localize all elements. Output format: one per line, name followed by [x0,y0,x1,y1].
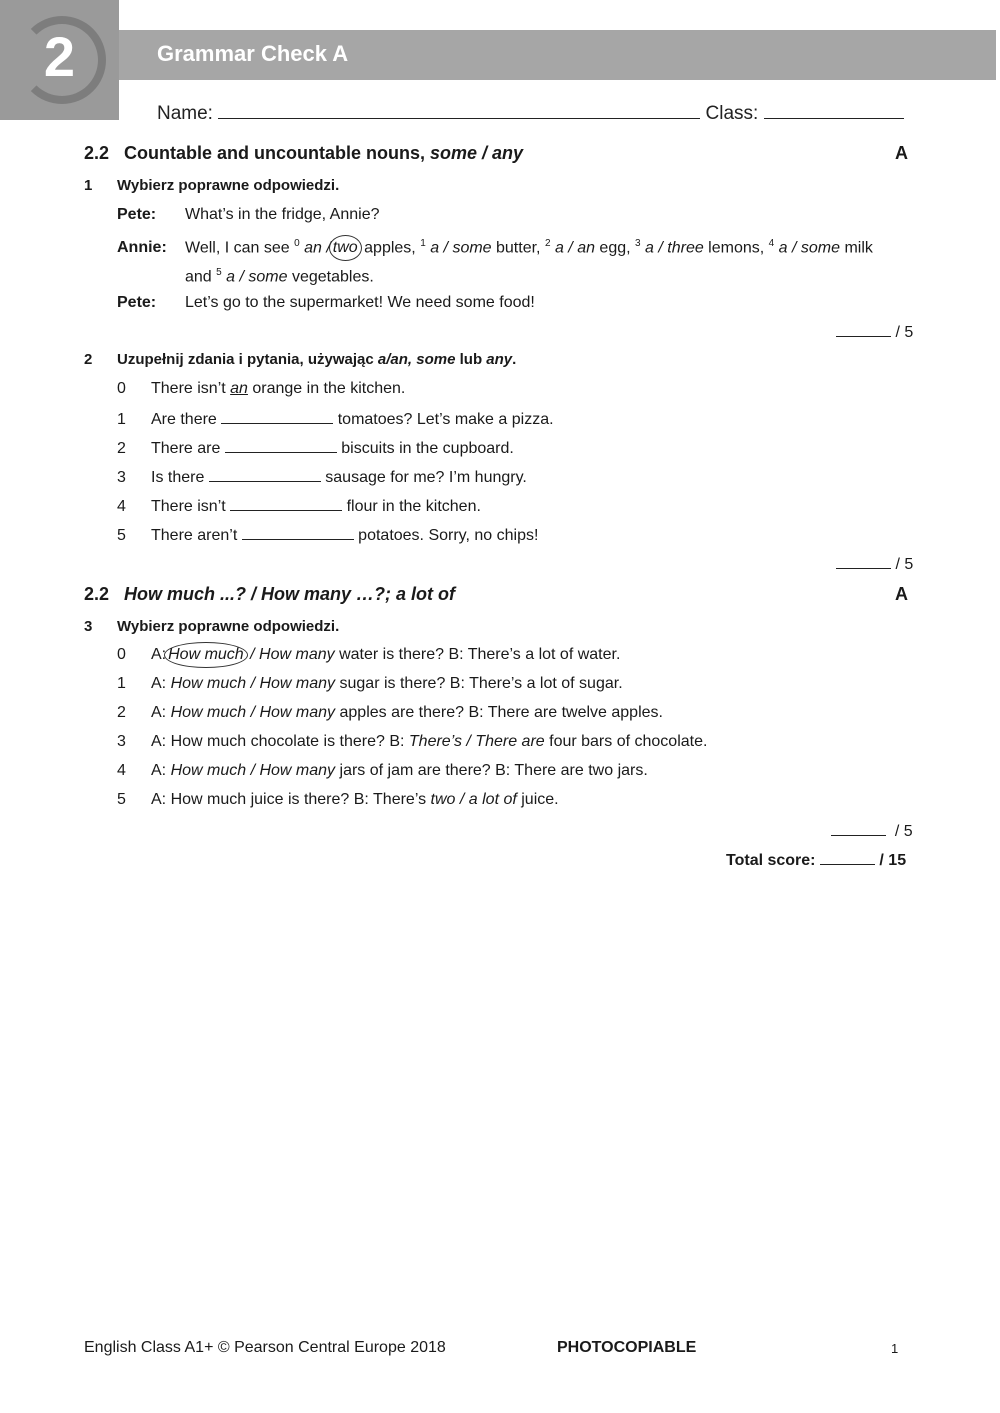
dialogue-text: milk [840,239,873,257]
item-number: 0 [117,380,126,397]
gap-number: 5 [216,267,222,278]
circled-answer[interactable]: two [329,235,362,261]
speaker-name: Pete [117,206,151,223]
section-title-italic: How much ...? / How many …?; a lot of [124,584,456,604]
option-separator: / [245,646,260,663]
option-pair[interactable]: a / some [778,239,841,257]
gap-number: 0 [294,238,300,249]
dialogue-line-pete-2: Pete: Let’s go to the supermarket! We need some food! [117,294,535,311]
task-2-instruction [84,351,516,368]
item-text: jars of jam are there? B: There are two jars. [335,762,648,779]
dialogue-text: lemons, [703,239,769,257]
item-number: 5 [117,791,126,808]
option-pair[interactable]: an / [304,239,331,257]
speaker-name: Pete [117,294,151,311]
item-text: A: How much juice is there? B: There’s [151,791,431,808]
dialogue-text: Let’s go to the supermarket! We need some food! [185,294,535,311]
section-heading-2 [84,584,455,605]
example-answer: an [230,380,248,397]
item-number: 2 [117,704,126,721]
total-score-line [726,850,906,870]
option-pair[interactable]: How much / How many [170,762,336,779]
option-pair[interactable]: two / a lot of [430,791,517,808]
speaker-name: Annie [117,239,162,257]
section-number: 2.2 [84,584,110,604]
list-item [117,791,559,809]
list-item-example [117,646,620,664]
item-text: Is there [151,469,205,486]
item-text: There aren’t [151,527,238,544]
answer-blank[interactable] [242,525,354,540]
section-heading-1 [84,143,523,164]
section-level-letter: A [895,584,908,604]
footer-photocopiable: PHOTOCOPIABLE [557,1339,697,1356]
list-item [117,675,623,693]
item-number: 2 [117,440,126,457]
dialogue-text: egg, [594,239,636,257]
item-text: juice. [516,791,559,808]
dialogue-text: apples, [359,239,421,257]
total-score-field[interactable] [820,850,875,865]
option-choice[interactable]: How many [259,646,335,663]
class-field[interactable] [764,100,904,119]
task-instruction: Wybierz poprawne odpowiedzi. [117,177,340,194]
item-text: A: How much chocolate is there? B: [151,733,409,750]
name-label: Name: [157,103,213,124]
answer-blank[interactable] [209,467,321,482]
dialogue-text: Well, I can see [185,239,295,257]
option-pair[interactable]: a / some [226,268,288,286]
item-text: water is there? B: There’s a lot of water. [334,646,621,663]
gap-number: 2 [544,238,551,249]
answer-blank[interactable] [230,496,342,511]
item-number: 1 [117,675,126,692]
item-text: four bars of chocolate. [544,733,708,750]
option-pair[interactable]: a / an [554,239,595,257]
unit-number: 2 [43,25,76,88]
item-text: A: [151,646,167,663]
item-number: 3 [117,733,126,750]
item-text: potatoes. Sorry, no chips! [358,527,539,544]
item-text: Are there [151,411,217,428]
section-title-italic: some / any [430,143,524,163]
item-number: 1 [117,411,126,428]
circled-answer[interactable]: How much [164,642,248,668]
item-text: There are [151,440,221,457]
list-item [117,496,481,516]
page-title: Grammar Check A [157,41,349,66]
task-instruction: lub [455,351,487,368]
option-pair[interactable]: There’s / There are [408,733,545,750]
score-max: / 5 [894,823,913,840]
item-text: A: [151,762,171,779]
list-item [117,438,514,458]
task-instruction-italic: any [486,351,513,368]
list-item [117,733,707,751]
score-line-task-3 [831,821,913,841]
item-number: 4 [117,498,126,515]
task-instruction-italic: a/an, some [377,351,456,368]
task-number: 3 [84,618,93,635]
item-number: 3 [117,469,126,486]
item-text: A: [151,704,171,721]
dialogue-text: What’s in the fridge, Annie? [185,206,380,223]
task-instruction: Wybierz poprawne odpowiedzi. [117,618,340,635]
section-title: Countable and uncountable nouns, [124,143,425,163]
score-field[interactable] [836,322,891,337]
dialogue-text: vegetables. [287,268,374,286]
section-number: 2.2 [84,143,110,163]
list-item [117,762,648,780]
item-text: tomatoes? Let’s make a pizza. [337,411,554,428]
dialogue-line-annie: Annie: Well, I can see $^0$ an / two apples, $^1$ a / some butter, $^2$ a / an egg, $^3$ a / three lemons, $^4$ a / some milk [117,234,917,258]
item-text: biscuits in the cupboard. [341,440,514,457]
score-line-task-2 [836,554,913,574]
item-text: There isn’t [151,380,231,397]
item-text: flour in the kitchen. [346,498,481,515]
gap-number: 4 [768,238,775,249]
list-item [117,409,554,429]
item-number: 5 [117,527,126,544]
option-pair[interactable]: How much / How many [170,675,336,692]
list-item-example [117,380,405,398]
score-max: / 5 [895,324,914,341]
list-item [117,704,663,722]
item-text: A: [151,675,171,692]
item-text: sugar is there? B: There’s a lot of sugar. [335,675,623,692]
option-pair[interactable]: a / three [645,239,704,257]
score-line-task-1 [836,322,913,342]
page-number: 1 [891,1341,899,1356]
class-label: Class: [705,103,759,124]
dialogue-text: butter, [491,239,545,257]
gap-number: 1 [420,238,426,249]
footer-copyright: English Class A1+ © Pearson Central Europe 2018 [84,1339,446,1356]
item-text: sausage for me? I’m hungry. [325,469,527,486]
section-level-letter: A [895,143,908,163]
answer-blank[interactable] [225,438,337,453]
task-1-instruction [84,177,339,194]
task-instruction: . [512,351,517,368]
option-pair[interactable]: a / some [430,239,492,257]
gap-number: 3 [635,238,641,249]
dialogue-text: and [185,268,217,286]
item-text: There isn’t [151,498,226,515]
score-field[interactable] [831,821,886,836]
name-class-row [157,100,904,125]
dialogue-line-pete-1: Pete: What’s in the fridge, Annie? [117,206,380,223]
score-field[interactable] [836,554,891,569]
list-item [117,467,527,487]
score-max: / 5 [895,556,914,573]
item-text: apples are there? B: There are twelve apples. [335,704,663,721]
total-score-max: / 15 [879,852,907,869]
dialogue-line-annie-cont [185,263,374,287]
list-item [117,525,538,545]
answer-blank[interactable] [221,409,333,424]
item-text: orange in the kitchen. [247,380,406,397]
item-number: 4 [117,762,126,779]
task-3-instruction [84,618,339,635]
task-number: 2 [84,351,93,368]
task-instruction: Uzupełnij zdania i pytania, używając [117,351,378,368]
name-field[interactable] [218,100,700,119]
item-number: 0 [117,646,126,663]
total-score-label: Total score: [726,852,816,869]
option-pair[interactable]: How much / How many [170,704,336,721]
task-number: 1 [84,177,93,194]
